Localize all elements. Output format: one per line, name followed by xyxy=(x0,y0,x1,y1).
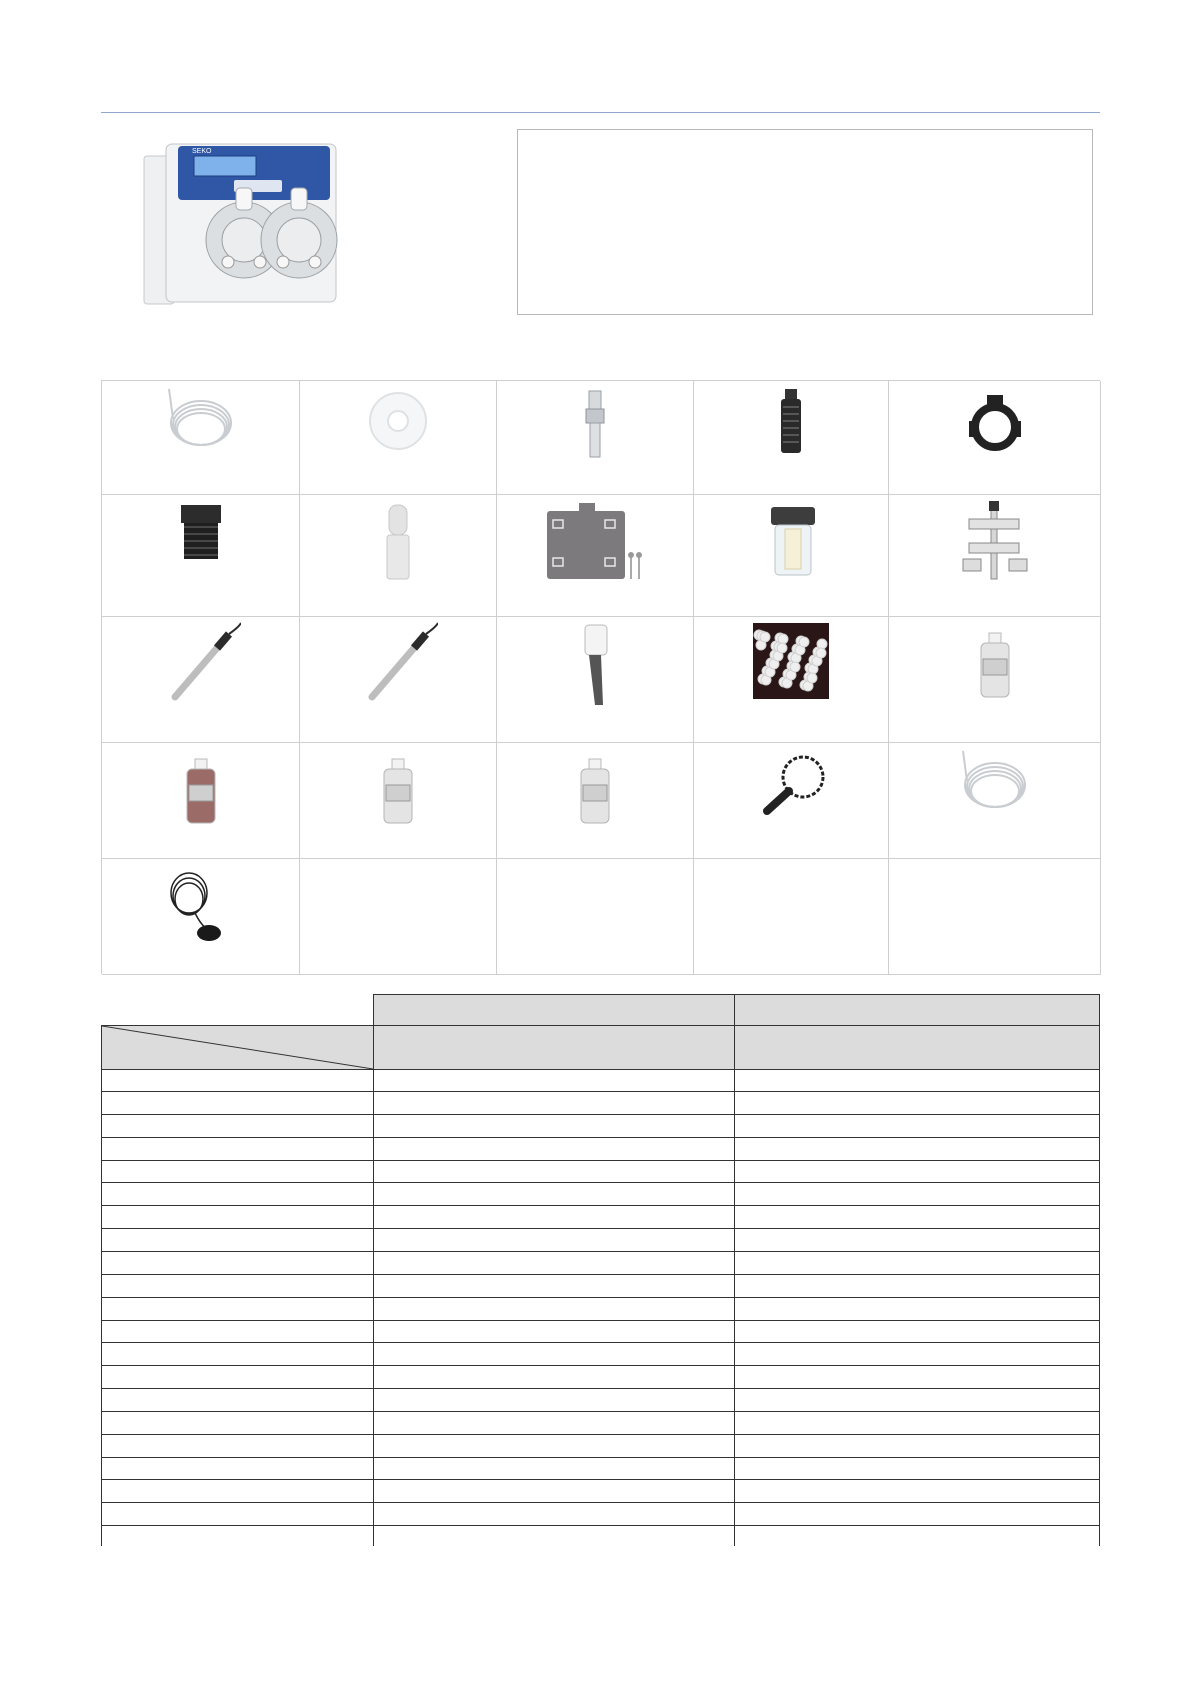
accessory-cell xyxy=(300,859,497,975)
table-row xyxy=(101,1480,1100,1503)
table-row xyxy=(101,1160,1100,1183)
accessory-cell xyxy=(694,743,889,859)
brand-logo: SEKO xyxy=(192,148,212,155)
table-row xyxy=(101,1457,1100,1480)
foot-filter-icon xyxy=(751,385,831,475)
accessory-cell xyxy=(694,617,889,743)
accessory-cell xyxy=(102,381,300,495)
clear-tubing-coil-icon xyxy=(161,385,241,475)
table-row xyxy=(101,1343,1100,1366)
ph-probe-icon xyxy=(161,621,241,711)
buffer-bottle-icon xyxy=(555,747,635,837)
accessory-cell xyxy=(889,495,1101,617)
accessory-cell xyxy=(300,617,497,743)
accessories-grid xyxy=(101,380,1100,974)
table-row xyxy=(101,1206,1100,1229)
dosing-pump-image xyxy=(138,138,346,308)
table-header-col-2-top xyxy=(734,994,1100,1026)
table-row xyxy=(101,1503,1100,1526)
specification-table xyxy=(101,994,1100,1546)
table-row xyxy=(101,1229,1100,1252)
diagonal-split-line xyxy=(102,1026,373,1069)
ceramic-balls-icon xyxy=(751,621,831,711)
accessory-cell xyxy=(102,743,300,859)
accessory-cell xyxy=(889,617,1101,743)
table-row xyxy=(101,1115,1100,1138)
table-row xyxy=(101,1275,1100,1298)
cartridge-filter-housing-icon xyxy=(751,499,831,589)
table-header-col-1 xyxy=(373,1025,735,1070)
table-header-col-1-top xyxy=(373,994,735,1026)
table-row xyxy=(101,1366,1100,1389)
accessory-cell xyxy=(497,495,694,617)
accessory-cell xyxy=(889,743,1101,859)
table-header-corner xyxy=(101,1025,374,1070)
accessory-cell xyxy=(694,859,889,975)
pipe-saddle-clamp-icon xyxy=(955,385,1035,475)
accessory-cell xyxy=(889,381,1101,495)
accessory-cell xyxy=(102,617,300,743)
ceramic-weight-icon xyxy=(358,499,438,589)
accessory-cell xyxy=(300,495,497,617)
product-description-box xyxy=(517,129,1093,315)
table-row xyxy=(101,1298,1100,1321)
buffer-bottle-red-icon xyxy=(161,747,241,837)
level-probe-icon xyxy=(161,863,241,953)
filter-wrench-icon xyxy=(751,747,831,837)
accessory-cell xyxy=(102,859,300,975)
accessory-cell xyxy=(694,495,889,617)
table-row xyxy=(101,1183,1100,1206)
clear-tubing-coil-icon xyxy=(955,747,1035,837)
accessory-cell xyxy=(889,859,1101,975)
table-column-line xyxy=(1099,994,1100,1546)
accessory-cell xyxy=(300,743,497,859)
accessory-cell xyxy=(694,381,889,495)
table-row xyxy=(101,1069,1100,1092)
table-row xyxy=(101,1092,1100,1115)
accessory-cell xyxy=(497,859,694,975)
table-row xyxy=(101,1412,1100,1435)
accessory-cell xyxy=(497,743,694,859)
table-row xyxy=(101,1138,1100,1161)
table-bottom-border xyxy=(101,1525,1100,1526)
table-column-line xyxy=(101,1025,102,1546)
accessory-cell xyxy=(300,381,497,495)
table-row xyxy=(101,1320,1100,1343)
white-tube-roll-icon xyxy=(358,385,438,475)
top-divider xyxy=(101,112,1100,113)
table-row xyxy=(101,1252,1100,1275)
table-column-line xyxy=(734,994,735,1546)
table-column-line xyxy=(373,994,374,1546)
accessory-cell xyxy=(102,495,300,617)
rx-probe-icon xyxy=(358,621,438,711)
buffer-bottle-icon xyxy=(358,747,438,837)
wall-bracket-with-screws-icon xyxy=(543,499,647,589)
cleaning-brush-icon xyxy=(555,621,635,711)
table-row xyxy=(101,1435,1100,1458)
probe-holder-manifold-icon xyxy=(955,499,1035,589)
pipe-adapter-icon xyxy=(161,499,241,589)
table-header-col-2 xyxy=(734,1025,1100,1070)
buffer-bottle-icon xyxy=(955,621,1035,711)
table-row xyxy=(101,1389,1100,1412)
accessory-cell xyxy=(497,617,694,743)
accessory-cell xyxy=(497,381,694,495)
injection-valve-icon xyxy=(555,385,635,475)
